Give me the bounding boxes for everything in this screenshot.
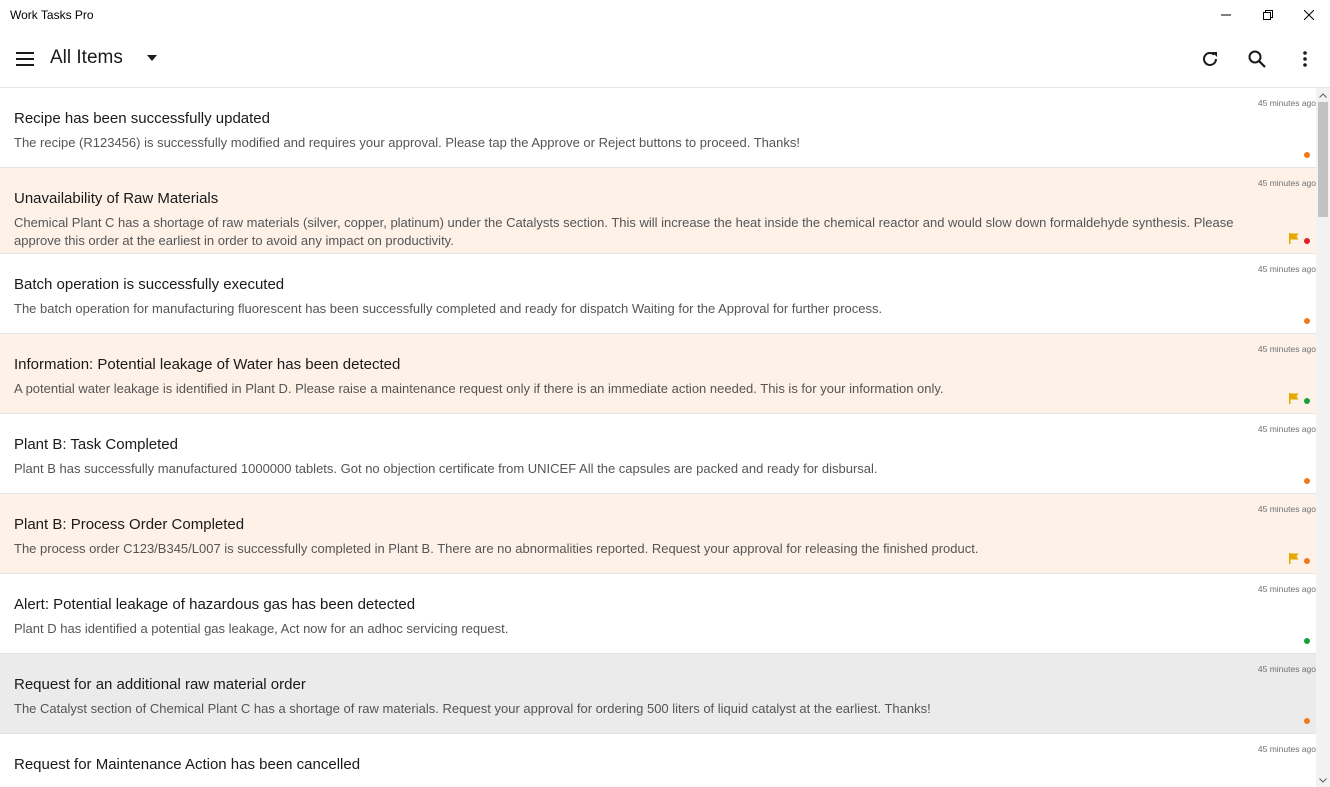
list-item[interactable] (0, 734, 1316, 787)
list-item[interactable] (0, 168, 1316, 254)
minimize-icon (1221, 10, 1231, 20)
item-timestamp: 45 minutes ago (1257, 424, 1316, 434)
status-dot (1304, 238, 1310, 244)
item-description: A potential water leakage is identified in Plant D. Please raise a maintenance request only if there is an immediate action needed. This is for your information only. (14, 381, 944, 396)
scrollbar[interactable] (1316, 88, 1330, 787)
restore-button[interactable] (1245, 0, 1291, 30)
item-timestamp: 45 minutes ago (1257, 664, 1316, 674)
status-dot (1304, 638, 1310, 644)
hamburger-menu-icon (16, 52, 34, 66)
item-timestamp: 45 minutes ago (1257, 744, 1316, 754)
item-title: Request for Maintenance Action has been cancelled (14, 756, 361, 773)
item-description: The recipe (R123456) is successfully modified and requires your approval. Please tap the Approve or Reject buttons to proceed. Thanks! (14, 135, 800, 150)
status-dot (1304, 478, 1310, 484)
item-description: The Catalyst section of Chemical Plant C has a shortage of raw materials. Request your approval for ordering 500 liters of liquid catalyst at the earliest. Thanks! (14, 701, 931, 716)
item-description: Plant D has identified a potential gas leakage, Act now for an adhoc servicing request. (14, 621, 509, 636)
list-item[interactable] (0, 654, 1316, 734)
item-title: Recipe has been successfully updated (14, 110, 270, 127)
status-dot (1304, 318, 1310, 324)
minimize-button[interactable] (1203, 0, 1249, 30)
item-description: The process order C123/B345/L007 is successfully completed in Plant B. There are no abnormalities reported. Request your approval for releasing the finished product. (14, 541, 979, 556)
item-timestamp: 45 minutes ago (1257, 344, 1316, 354)
item-title: Information: Potential leakage of Water has been detected (14, 356, 401, 373)
window-title: Work Tasks Pro (10, 8, 94, 22)
list-item[interactable] (0, 574, 1316, 654)
item-timestamp: 45 minutes ago (1257, 178, 1316, 188)
scroll-thumb[interactable] (1318, 102, 1328, 217)
status-dot (1304, 558, 1310, 564)
refresh-button[interactable] (1195, 44, 1225, 74)
restore-icon (1263, 10, 1273, 20)
item-description: Chemical Plant C has a shortage of raw materials (silver, copper, platinum) under the Catalysts section. This will increase the heat inside the chemical reactor and would slow down formaldehyde synthesis. Please approve this order at the earliest in order to avoid any impact on productivity. (14, 215, 1234, 248)
item-description: Plant B has successfully manufactured 1000000 tablets. Got no objection certificate from UNICEF All the capsules are packed and ready for disbursal. (14, 461, 878, 476)
close-icon (1304, 10, 1314, 20)
more-options-button[interactable] (1290, 44, 1320, 74)
status-dot (1304, 718, 1310, 724)
caret-up-icon (1319, 93, 1327, 98)
search-icon (1248, 50, 1266, 68)
item-title: Alert: Potential leakage of hazardous gas has been detected (14, 596, 416, 613)
scroll-down-button[interactable] (1316, 773, 1330, 787)
item-title: Batch operation is successfully executed (14, 276, 285, 293)
list-item[interactable] (0, 88, 1316, 168)
flag-icon (1288, 393, 1299, 404)
search-button[interactable] (1242, 44, 1272, 74)
app-bar (0, 30, 1330, 88)
item-title: Plant B: Process Order Completed (14, 516, 245, 533)
menu-button[interactable] (10, 44, 40, 74)
item-timestamp: 45 minutes ago (1257, 98, 1316, 108)
item-timestamp: 45 minutes ago (1257, 584, 1316, 594)
list-item[interactable] (0, 494, 1316, 574)
list-item[interactable] (0, 334, 1316, 414)
item-timestamp: 45 minutes ago (1257, 504, 1316, 514)
caret-down-icon (147, 55, 157, 61)
status-dot (1304, 398, 1310, 404)
item-title: Unavailability of Raw Materials (14, 190, 219, 207)
item-description: The batch operation for manufacturing fluorescent has been successfully completed and ready for dispatch Waiting for the Approval for further process. (14, 301, 883, 316)
item-title: Plant B: Task Completed (14, 436, 178, 453)
list-item[interactable] (0, 254, 1316, 334)
refresh-icon (1201, 50, 1219, 68)
flag-icon (1288, 233, 1299, 244)
status-dot (1304, 152, 1310, 158)
list-item[interactable] (0, 414, 1316, 494)
scroll-up-button[interactable] (1316, 88, 1330, 102)
more-vertical-icon (1303, 51, 1307, 67)
item-title: Request for an additional raw material order (14, 676, 306, 693)
window-titlebar (0, 0, 1330, 30)
close-button[interactable] (1286, 0, 1330, 30)
caret-down-small-icon (1319, 778, 1327, 783)
item-timestamp: 45 minutes ago (1257, 264, 1316, 274)
notification-list (0, 88, 1316, 787)
view-selector-dropdown[interactable] (140, 45, 164, 71)
flag-icon (1288, 553, 1299, 564)
view-title: All Items (50, 47, 123, 68)
